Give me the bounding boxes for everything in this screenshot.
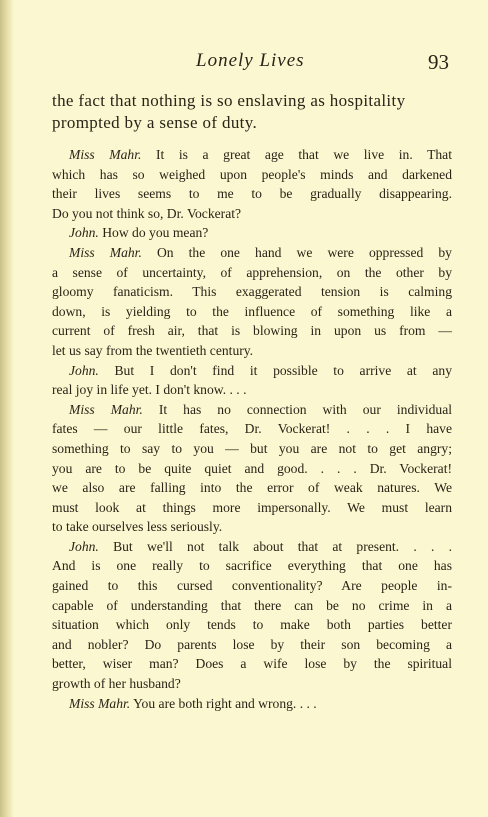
speech-line: gained to this cursed conventionality? Are people in-	[52, 578, 452, 594]
speech-john	[52, 361, 452, 400]
speech-line: a sense of uncertainty, of apprehension, on the other by	[52, 264, 452, 280]
page-header	[0, 50, 488, 80]
speech-john	[52, 223, 452, 243]
speech-line: something to say to you — but you are not to get angry;	[52, 440, 452, 456]
speech-line: situation which only tends to make both parties better	[52, 617, 452, 633]
speech-line: let us say from the twentieth century.	[52, 342, 254, 358]
speaker-name: Miss Mahr.	[69, 695, 131, 711]
speech-line: capable of understanding that there can be no crime in a	[52, 597, 452, 613]
speech-line: you are to be quite quiet and good. . . . Dr. Vockerat!	[52, 460, 452, 476]
speech-line: and nobler? Do parents lose by their son becoming a	[52, 636, 452, 652]
running-title: Lonely Lives	[196, 50, 305, 71]
speech-text: But we'll not talk about that at present. . . .	[98, 538, 452, 554]
speech-text: It is a great age that we live in. That	[141, 147, 452, 162]
speaker-name: Miss Mahr.	[69, 244, 142, 260]
speech-text: You are both right and wrong. . . .	[130, 695, 317, 711]
speech-john	[52, 537, 452, 694]
speech-line: gloomy fanaticism. This exaggerated tension is calming	[52, 284, 452, 300]
speech-line: which has so weighed upon people's minds and darkened	[52, 166, 452, 182]
speech-line	[52, 223, 452, 243]
speech-line: must look at things more impersonally. We must learn	[52, 499, 452, 515]
speech-miss-mahr	[52, 694, 452, 714]
speech-line: current of fresh air, that is blowing in upon us from —	[52, 323, 452, 339]
speaker-name: John.	[69, 538, 99, 554]
speech-text: How do you mean?	[98, 225, 209, 241]
speech-miss-mahr	[52, 145, 452, 223]
speech-line	[52, 400, 452, 420]
speech-line: growth of her husband?	[52, 676, 181, 692]
page-binding-shadow	[0, 0, 14, 817]
speaker-name: John.	[69, 362, 99, 378]
intro-line: the fact that nothing is so enslaving as hospitality	[52, 91, 406, 110]
speech-text: It has no connection with our individual	[142, 401, 453, 417]
speaker-name: John.	[69, 225, 99, 241]
speech-line: real joy in life yet. I don't know. . . .	[52, 382, 247, 398]
speech-miss-mahr	[52, 400, 452, 537]
speaker-name: Miss Mahr.	[69, 401, 143, 417]
speech-line: their lives seems to me to be gradually disappearing.	[52, 186, 452, 202]
speech-line: fates — our little fates, Dr. Vockerat! . . . I have	[52, 421, 452, 437]
speech-line: we also are falling into the error of weak natures. We	[52, 480, 452, 496]
speech-line	[52, 694, 452, 714]
speech-line	[52, 361, 452, 381]
speech-line: down, is yielding to the influence of something like a	[52, 303, 452, 319]
intro-line: prompted by a sense of duty.	[52, 113, 258, 132]
page-number: 93	[428, 50, 449, 74]
speech-line: Do you not think so, Dr. Vockerat?	[52, 205, 242, 221]
speech-text: On the one hand we were oppressed by	[141, 244, 452, 260]
speaker-name: Miss Mahr.	[69, 147, 142, 162]
speech-text: But I don't find it possible to arrive at any	[98, 362, 452, 378]
speech-line	[52, 243, 452, 263]
speech-line: better, wiser man? Does a wife lose by the spiritual	[52, 656, 452, 672]
speech-line	[52, 145, 452, 165]
intro-paragraph	[52, 90, 452, 134]
speech-line	[52, 537, 452, 557]
speech-line: And is one really to sacrifice everything that one has	[52, 558, 452, 574]
speech-miss-mahr	[52, 243, 452, 361]
speech-line: to take ourselves less seriously.	[52, 519, 223, 535]
dialogue-body	[52, 145, 452, 713]
